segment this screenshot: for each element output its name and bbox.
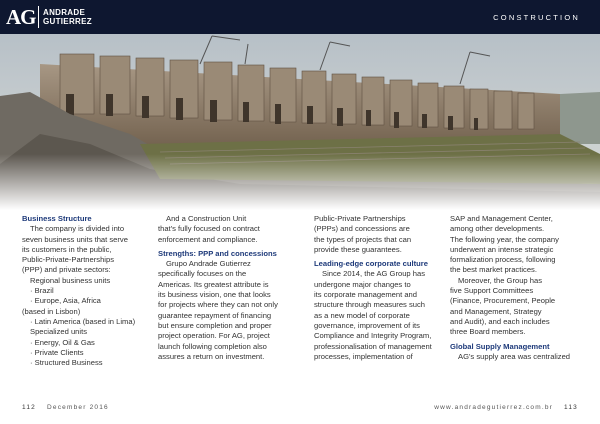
text-line: five Support Committees (450, 286, 534, 296)
text-line: Compliance and Integrity Program, (314, 331, 432, 341)
text-line: professionalisation of management (314, 341, 432, 351)
heading-global-supply: Global Supply Management (450, 341, 550, 351)
header-bar (0, 0, 600, 34)
text-line: the best market practices. (450, 265, 537, 275)
text-line: the types of projects that can (314, 234, 412, 244)
logo-line-1: ANDRADE (43, 8, 86, 17)
text-line: Specialized units (30, 327, 87, 337)
text-line: three Board members. (450, 327, 526, 337)
text-line: The following year, the company (450, 234, 559, 244)
text-line: for projects where they can not only (158, 300, 278, 310)
text-line: guarantee repayment of financing (158, 310, 272, 320)
list-item: · Europe, Asia, Africa (30, 296, 101, 306)
text-line: (Finance, Procurement, People (450, 296, 556, 306)
text-line: governance, improvement of its (314, 320, 420, 330)
text-line: its customers in the public, (22, 244, 112, 254)
text-line: The company is divided into (30, 224, 125, 234)
text-line: provide these guarantees. (314, 244, 402, 254)
text-line: Public-Private-Partnerships (22, 255, 115, 265)
text-line: assures a return on investment. (158, 351, 265, 361)
text-line: but ensure completion and proper (158, 320, 272, 330)
text-line: underwent an intense strategic (450, 244, 554, 254)
list-item: · Energy, Oil & Gas (30, 337, 95, 347)
heading-business-structure: Business Structure (22, 214, 92, 223)
text-line: Since 2014, the AG Group has (322, 269, 426, 279)
heading-corporate-culture: Leading-edge corporate culture (314, 259, 428, 269)
text-line: formalization process, following (450, 255, 556, 265)
text-line: specifically focuses on the (158, 269, 247, 279)
text-line: seven business units that serve (22, 234, 128, 244)
text-line: and Management, Strategy (450, 306, 542, 316)
column-4 (450, 214, 586, 362)
text-line: (based in Lisbon) (22, 306, 81, 316)
list-item: · Structured Business (30, 358, 103, 368)
text-line: Grupo Andrade Gutierrez (166, 259, 251, 269)
text-line: processes, implementation of (314, 351, 413, 361)
text-line: launch following completion also (158, 341, 267, 351)
issue-date: December 2016 (46, 404, 109, 411)
text-line: its business vision, one that looks (158, 290, 271, 300)
list-item: · Brazil (30, 286, 54, 296)
text-line: Regional business units (30, 275, 111, 285)
text-line: Public-Private Partnerships (314, 214, 406, 223)
logo-line-2: GUTIERREZ (43, 17, 92, 26)
footer-right (434, 404, 578, 411)
text-line: project operation. For AG, project (158, 331, 270, 341)
text-line: and Audit), and each includes (450, 316, 550, 326)
footer-left (22, 404, 109, 411)
text-line: enforcement and compliance. (158, 234, 258, 244)
dam-construction-photo (0, 34, 600, 210)
text-line: And a Construction Unit (166, 214, 247, 223)
column-2 (158, 214, 294, 362)
text-line: its corporate management and (314, 290, 417, 300)
list-item: · Latin America (based in Lima) (30, 316, 136, 326)
text-line: Americas. Its greatest attribute is (158, 279, 269, 289)
logo-divider (38, 6, 39, 28)
logo-mark: AG (6, 5, 36, 29)
page-number-right: 113 (564, 404, 578, 411)
heading-strengths: Strengths: PPP and concessions (158, 248, 277, 258)
text-line: structure through measures such (314, 300, 426, 310)
column-3 (314, 214, 450, 362)
page-number-left: 112 (22, 404, 36, 411)
text-line: as a new model of corporate (314, 310, 410, 320)
text-line: AG's supply area was centralized (458, 351, 571, 361)
list-item: · Private Clients (30, 347, 84, 357)
website-link[interactable]: www.andradegutierrez.com.br (434, 404, 554, 411)
text-line: (PPPs) and concessions are (314, 224, 410, 234)
text-line: (PPP) and private sectors: (22, 265, 111, 275)
column-1 (22, 214, 158, 368)
logo-text (43, 8, 92, 26)
text-line: that's fully focused on contract (158, 224, 260, 234)
text-line: SAP and Management Center, (450, 214, 553, 223)
text-line: among other developments. (450, 224, 545, 234)
text-line: Moreover, the Group has (458, 275, 542, 285)
text-line: undergone major changes to (314, 279, 411, 289)
section-label: CONSTRUCTION (493, 13, 580, 22)
